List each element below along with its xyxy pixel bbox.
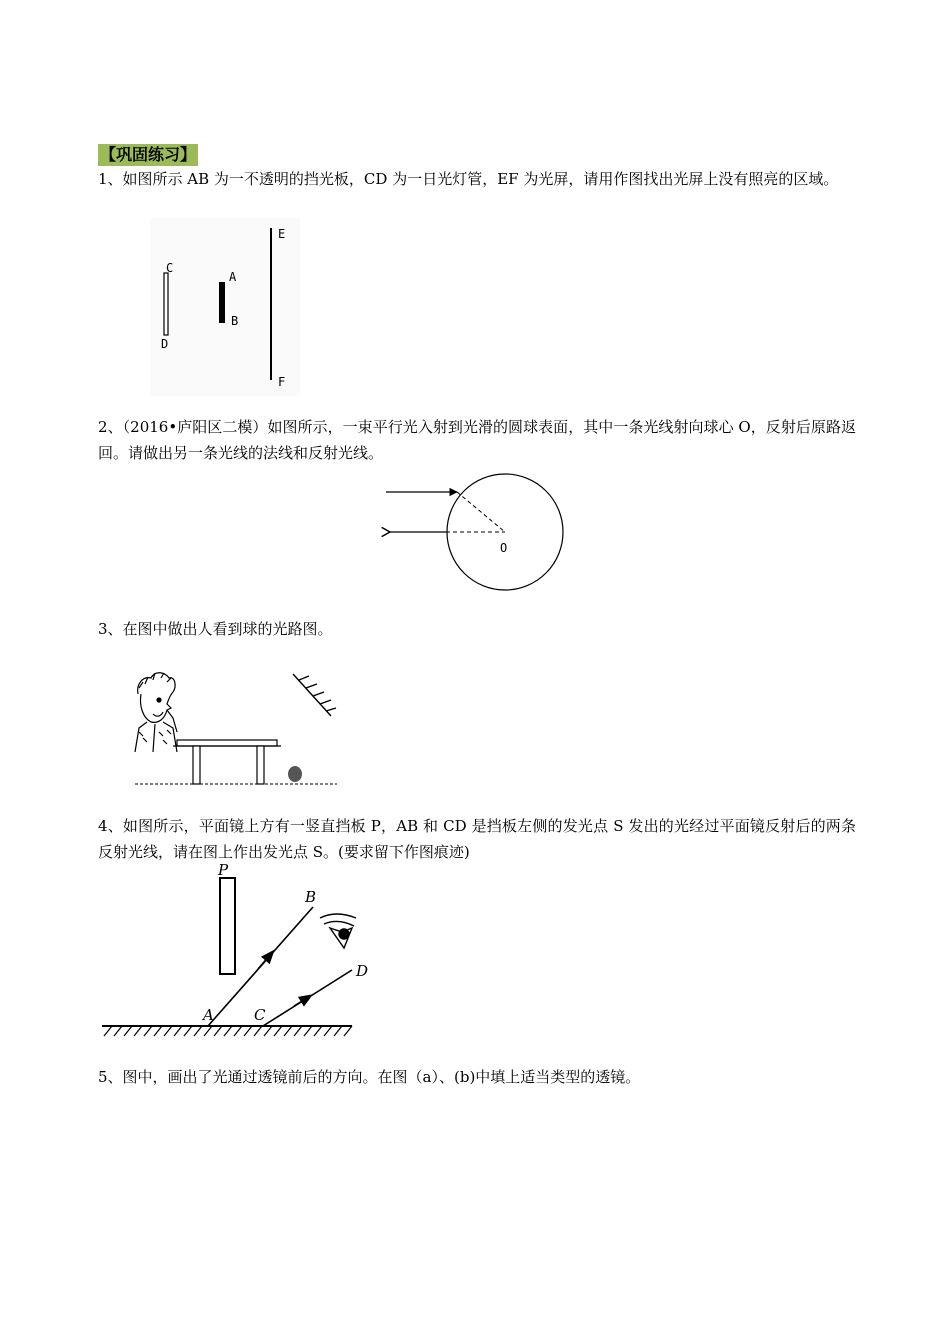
section-heading: 【巩固练习】	[100, 145, 197, 164]
label-b: B	[231, 314, 239, 328]
label-d: D	[356, 962, 369, 980]
label-a: A	[203, 1006, 214, 1024]
label-o: O	[500, 541, 508, 555]
figure-3	[133, 666, 338, 794]
figure-4	[98, 861, 369, 1048]
question-3: 3、在图中做出人看到球的光路图。	[98, 620, 333, 638]
mirror-hatching	[104, 1026, 352, 1036]
radius-dashed	[457, 492, 505, 532]
ray-cd-arrow	[294, 998, 307, 1006]
label-p: P	[218, 861, 229, 879]
label-e: E	[278, 227, 286, 241]
label-d: D	[161, 337, 169, 351]
question-5: 5、图中，画出了光通过透镜前后的方向。在图（a）、(b)中填上适当类型的透镜。	[98, 1068, 641, 1086]
figure-2	[378, 470, 578, 600]
ray-cd	[263, 970, 352, 1026]
ball	[288, 766, 302, 782]
figure-1	[150, 218, 300, 396]
ray-ab-arrow	[258, 955, 270, 969]
mirror	[293, 674, 336, 716]
eye-icon	[320, 914, 356, 948]
question-2: 2、（2016•庐阳区二模）如图所示，一束平行光入射到光滑的圆球表面，其中一条光线射向球心 O，反射后原路返回。请做出另一条光线的法线和反射光线。	[98, 418, 856, 462]
label-c: C	[254, 1006, 266, 1024]
question-1: 1、如图所示 AB 为一不透明的挡光板，CD 为一日光灯管，EF 为光屏，请用作图找出光屏上没有照亮的区域。	[98, 170, 839, 188]
question-4: 4、如图所示，平面镜上方有一竖直挡板 P，AB 和 CD 是挡板左侧的发光点 S 发出的光经过平面镜反射后的两条反射光线，请在图上作出发光点 S。(要求留下作图痕迹)	[98, 817, 856, 861]
label-c: C	[166, 261, 174, 275]
label-f: F	[278, 375, 286, 389]
person-icon	[135, 673, 177, 752]
light-tube-cd	[164, 273, 168, 335]
barrier-p	[220, 878, 235, 974]
table	[173, 740, 281, 784]
label-b: B	[305, 888, 317, 906]
label-a: A	[229, 270, 237, 284]
barrier-ab	[219, 282, 225, 323]
